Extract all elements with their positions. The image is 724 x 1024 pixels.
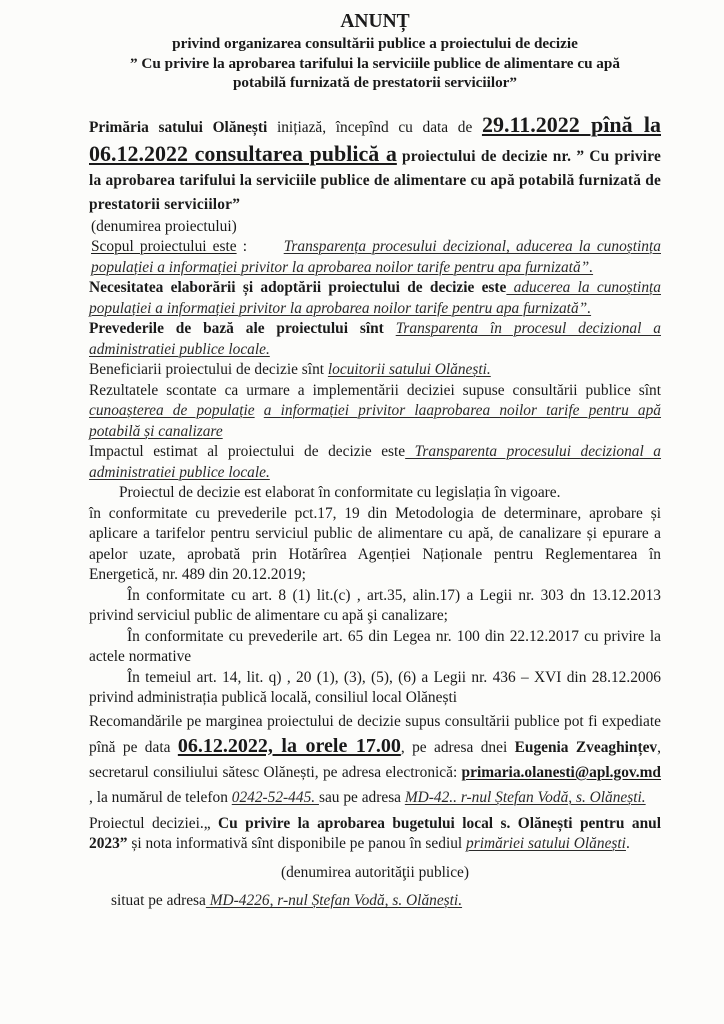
legal-paragraph-1: Proiectul de decizie est elaborat în conformitate cu legislația în vigoare. bbox=[119, 484, 561, 501]
contact-email[interactable]: primaria.olanesti@apl.gov.md bbox=[461, 763, 661, 781]
provisions-value: Transparenta în procesul decizional a administratiei publice locale. bbox=[89, 320, 661, 358]
intro-paragraph bbox=[89, 111, 661, 217]
authority-label: (denumirea autorităţii publice) bbox=[280, 863, 470, 881]
legal-paragraph-2: în conformitate cu prevederile pct.17, 19 din Metodologia de determinare, aprobare și aplicare a tarifelor pentru serviciul public de alimentare cu apă, de canalizare și epurare a apelor uzate, aprobată prin Hotărîrea Agenției Naționale pentru Reglementarea în Energetică, nr. 489 din 20.12.2019; bbox=[89, 504, 661, 583]
results-value-2: a informației privitor laaprobarea noilor tarife pentru apă potabilă și canalizare bbox=[89, 402, 662, 440]
recommendations-text-3: , secretarul consiliului sătesc Olănești, pe adresa electronică: bbox=[89, 738, 661, 781]
availability-text-2: și nota informativă sînt disponibile pe panou în sediul bbox=[127, 835, 467, 852]
contact-phone: 0242-52-445. bbox=[231, 788, 319, 806]
necessity-value: aducerea la cunoștința populației a informației privitor la aprobarea noilor tarife pentru apa furnizată”. bbox=[89, 279, 661, 317]
necessity-label: Necesitatea elaborării și adoptării proiectului de decizie este bbox=[89, 279, 507, 296]
scope-label: Scopul proiectului este bbox=[91, 238, 237, 255]
document-header bbox=[89, 10, 661, 93]
results-value-1: cunoașterea de populație bbox=[89, 402, 255, 419]
results-label: Rezultatele scontate ca urmare a implementării deciziei supuse consultării publice sînt bbox=[89, 381, 661, 399]
intro-text-2: proiectului de decizie nr. ” Cu privire la aprobarea tarifului la serviciile publice de alimentare cu apă potabilă furnizată de prestatorii serviciilor” bbox=[89, 147, 661, 213]
legal-paragraph-3: În conformitate cu art. 8 (1) lit.(c) , art.35, alin.17) a Legii nr. 303 dn 13.12.2013 privind serviciul public de alimentare cu apă şi canalizare; bbox=[89, 586, 661, 624]
contact-address: MD-42.. r-nul Ștefan Vodă, s. Olănești. bbox=[404, 788, 646, 806]
recommendations-text-2: , pe adresa dnei bbox=[400, 738, 515, 756]
beneficiaries-value: locuitorii satului Olănești. bbox=[327, 361, 491, 378]
recommendations-text-4: , la numărul de telefon bbox=[89, 788, 232, 806]
scope-colon: : bbox=[236, 238, 284, 255]
initiator: Primăria satului Olănești bbox=[89, 118, 268, 136]
document-title: ANUNȚ bbox=[340, 11, 410, 32]
impact-paragraph bbox=[89, 442, 661, 483]
recommendations-paragraph bbox=[89, 709, 661, 810]
results-paragraph bbox=[89, 381, 661, 443]
provisions-paragraph bbox=[89, 319, 661, 360]
availability-text-1: Proiectul deciziei.„ bbox=[89, 814, 219, 832]
recommendations-text-5: sau pe adresa bbox=[318, 788, 405, 806]
subtitle-line-2: ” Cu privire la aprobarea tarifului la serviciile publice de alimentare cu apă bbox=[130, 54, 620, 72]
intro-text-1: inițiază, începînd cu data de bbox=[267, 118, 482, 136]
subtitle-line-1: privind organizarea consultării publice a proiectului de decizie bbox=[172, 35, 578, 52]
availability-paragraph bbox=[89, 814, 661, 855]
located-address: MD-4226, r-nul Ștefan Vodă, s. Olănești. bbox=[205, 892, 463, 909]
budget-project-title: Cu privire la aprobarea bugetului local s. Olănești pentru anul 2023” bbox=[89, 814, 661, 852]
project-name-label: (denumirea proiectului) bbox=[91, 217, 237, 235]
availability-location: primăriei satului Olănești bbox=[466, 835, 626, 852]
recommendations-text-1: Recomandările pe marginea proiectului de decizie supus consultării publice pot fi expediate pînă pe data bbox=[89, 712, 661, 756]
impact-value: Transparenta procesului decizional a administratiei publice locale. bbox=[89, 443, 662, 481]
recommendations-deadline: 06.12.2022, la orele 17.00 bbox=[177, 734, 401, 757]
document-body bbox=[89, 8, 661, 912]
beneficiaries-paragraph bbox=[89, 360, 661, 381]
legal-paragraph-4: În conformitate cu prevederile art. 65 din Legea nr. 100 din 22.12.2017 cu privire la actele normative bbox=[89, 627, 661, 665]
located-paragraph bbox=[89, 891, 661, 912]
impact-label: Impactul estimat al proiectului de decizie este bbox=[89, 443, 406, 460]
availability-text-3: . bbox=[625, 835, 630, 852]
beneficiaries-label: Beneficiarii proiectului de decizie sînt bbox=[89, 361, 328, 378]
scope-paragraph bbox=[89, 237, 661, 278]
necessity-paragraph bbox=[89, 278, 661, 319]
scope-value: Transparența procesului decizional, aducerea la cunoștința populației a informației privitor la aprobarea noilor tarife pentru apa furnizată”. bbox=[91, 238, 661, 276]
consultation-period: 29.11.2022 pînă la 06.12.2022 consultarea publică a bbox=[89, 111, 661, 166]
subtitle-line-3: potabilă furnizată de prestatorii serviciilor” bbox=[232, 74, 518, 91]
located-label: situat pe adresa bbox=[111, 892, 206, 909]
legal-paragraph-5: În temeiul art. 14, lit. q) , 20 (1), (3), (5), (6) a Legii nr. 436 – XVI din 28.12.2006 privind administrația publică locală, consiliul local Olănești bbox=[89, 668, 661, 706]
provisions-label: Prevederile de bază ale proiectului sînt bbox=[89, 320, 396, 337]
contact-name: Eugenia Zveaghințev bbox=[514, 738, 658, 756]
